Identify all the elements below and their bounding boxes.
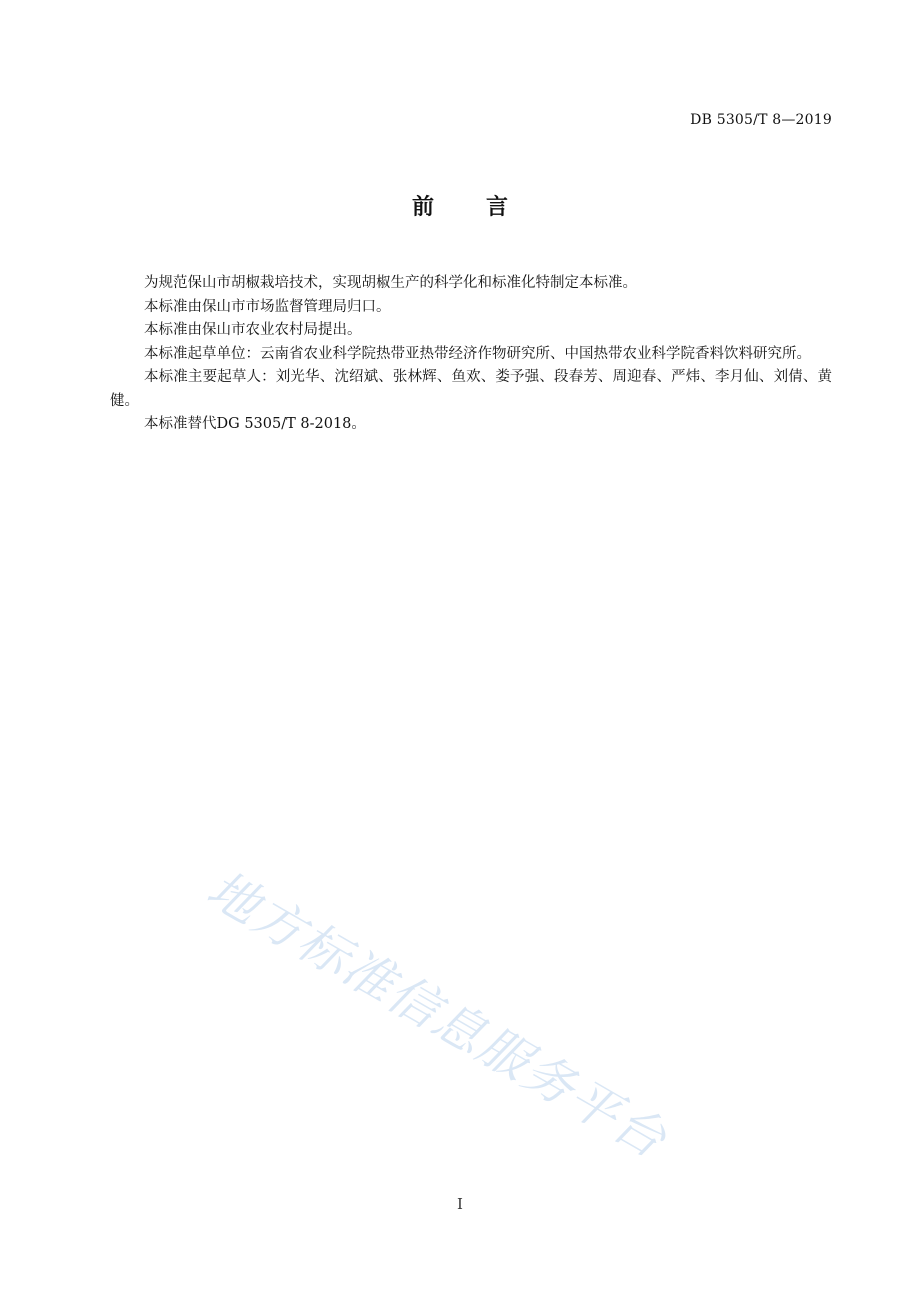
paragraph-replaces: 本标准替代DG 5305/T 8-2018。	[144, 416, 366, 432]
document-code: DB 5305/T 8—2019	[690, 112, 832, 128]
paragraph-purpose: 为规范保山市胡椒栽培技术，实现胡椒生产的科学化和标准化特制定本标准。	[144, 275, 637, 291]
page-title: 前言	[411, 195, 560, 220]
paragraph-responsible-authority: 本标准由保山市市场监督管理局归口。	[144, 298, 391, 315]
page-number: I	[457, 1195, 463, 1213]
paragraph-proposer: 本标准由保山市农业农村局提出。	[144, 322, 362, 338]
paragraph-drafters: 本标准主要起草人：刘光华、沈绍斌、张林辉、鱼欢、娄予强、段春芳、周迎春、严炜、李月仙、刘倩、黄健。	[110, 369, 832, 409]
foreword-body	[110, 272, 832, 437]
watermark: 地方标准信息服务平台	[197, 859, 677, 1170]
paragraph-drafting-units: 本标准起草单位：云南省农业科学院热带亚热带经济作物研究所、中国热带农业科学院香料饮料研究所。	[144, 345, 811, 362]
